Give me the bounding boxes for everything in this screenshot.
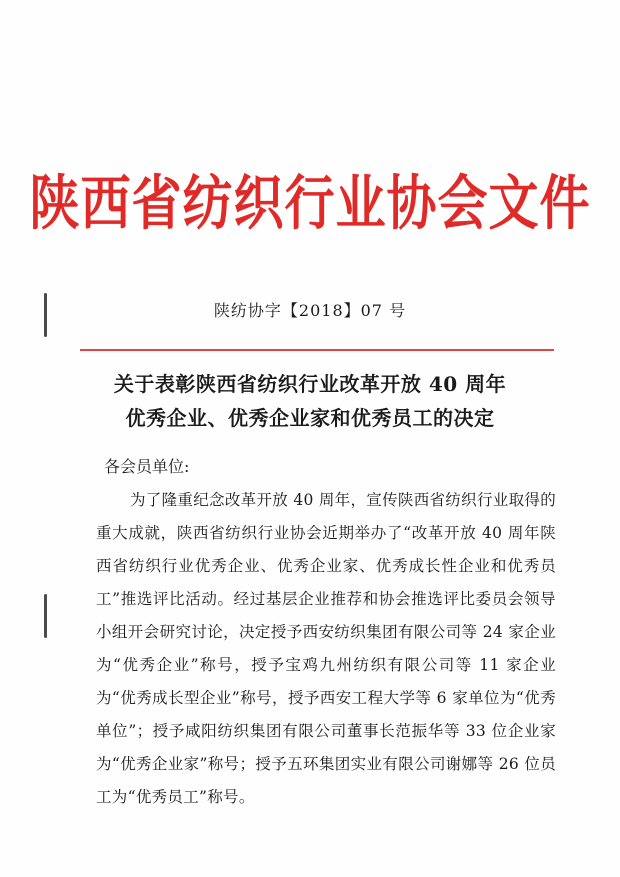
body-paragraph: 为了隆重纪念改革开放 40 周年，宣传陕西省纺织行业取得的重大成就，陕西省纺织行业协会近期举办了“改革开放 40 周年陕西省纺织行业优秀企业、优秀企业家、优秀成长性企业和优秀员工”推选评比活动。经过基层企业推荐和协会推选评比委员会领导小组开会研究讨论，决定授予西安纺织集团有限公司等 24 家企业为“优秀企业”称号，授予宝鸡九州纺织有限公司等 11 家企业为“优秀成长型企业”称号，授予西安工程大学等 6 家单位为“优秀单位”；授予咸阳纺织集团有限公司董事长范振华等 33 位企业家为“优秀企业家”称号；授予五环集团实业有限公司谢娜等 26 位员工为“优秀员工”称号。	[96, 491, 556, 806]
salutation: 各会员单位:	[104, 457, 190, 476]
document-title-line-1: 关于表彰陕西省纺织行业改革开放 40 周年	[113, 372, 507, 396]
red-header-masthead: 陕西省纺织行业协会文件	[29, 169, 591, 238]
binder-hole-mark-bottom	[44, 594, 47, 638]
document-title-line-2: 优秀企业、优秀企业家和优秀员工的决定	[125, 406, 495, 430]
document-number: 陕纺协字【2018】07 号	[213, 301, 407, 320]
red-separator-line	[80, 349, 554, 351]
